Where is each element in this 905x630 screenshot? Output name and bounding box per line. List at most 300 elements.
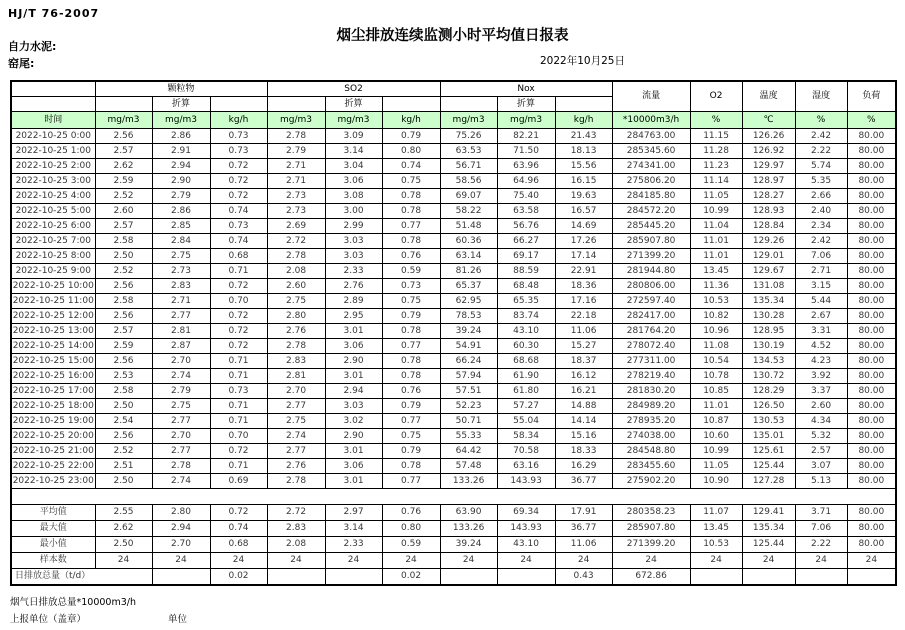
- value-cell: 14.88: [555, 399, 612, 414]
- value-cell: 275902.20: [612, 474, 690, 489]
- header-row-units: [11, 112, 896, 129]
- value-cell: 133.26: [440, 474, 497, 489]
- value-cell: 5.35: [795, 174, 847, 189]
- time-cell: 2022-10-25 6:00: [11, 219, 95, 234]
- time-cell: 2022-10-25 18:00: [11, 399, 95, 414]
- value-cell: 80.00: [847, 174, 896, 189]
- value-cell: 278935.20: [612, 414, 690, 429]
- value-cell: 2.75: [152, 249, 210, 264]
- value-cell: 2.75: [267, 294, 325, 309]
- time-cell: 2022-10-25 16:00: [11, 369, 95, 384]
- value-cell: 64.96: [497, 174, 555, 189]
- value-cell: 3.31: [795, 324, 847, 339]
- standard-code: HJ/T 76-2007: [8, 7, 100, 20]
- value-cell: 2.59: [95, 174, 152, 189]
- value-cell: 0.72: [210, 159, 267, 174]
- daily-total-value: [440, 569, 497, 586]
- value-cell: 69.17: [497, 249, 555, 264]
- time-cell: 2022-10-25 1:00: [11, 144, 95, 159]
- value-cell: 2.71: [795, 264, 847, 279]
- value-cell: 71.50: [497, 144, 555, 159]
- table-row: [11, 309, 896, 324]
- value-cell: 57.48: [440, 459, 497, 474]
- report-date: 2022年10月25日: [540, 55, 625, 67]
- value-cell: 10.54: [690, 354, 742, 369]
- value-cell: 3.06: [325, 174, 382, 189]
- value-cell: 0.70: [210, 294, 267, 309]
- summary-value: 17.91: [555, 505, 612, 521]
- value-cell: 58.56: [440, 174, 497, 189]
- table-row: [11, 459, 896, 474]
- value-cell: 10.53: [690, 294, 742, 309]
- summary-value: 2.62: [95, 521, 152, 537]
- value-cell: 2.51: [95, 459, 152, 474]
- summary-value: 80.00: [847, 537, 896, 553]
- value-cell: 80.00: [847, 249, 896, 264]
- value-cell: 2.53: [95, 369, 152, 384]
- value-cell: 16.21: [555, 384, 612, 399]
- summary-value: 3.14: [325, 521, 382, 537]
- value-cell: 0.70: [210, 429, 267, 444]
- summary-value: 285907.80: [612, 521, 690, 537]
- value-cell: 2.56: [95, 354, 152, 369]
- value-cell: 16.57: [555, 204, 612, 219]
- value-cell: 15.56: [555, 159, 612, 174]
- time-cell: 2022-10-25 13:00: [11, 324, 95, 339]
- value-cell: 2.90: [325, 429, 382, 444]
- value-cell: 62.95: [440, 294, 497, 309]
- value-cell: 2.60: [95, 204, 152, 219]
- value-cell: 65.37: [440, 279, 497, 294]
- summary-row: [11, 537, 896, 553]
- value-cell: 80.00: [847, 189, 896, 204]
- value-cell: 18.13: [555, 144, 612, 159]
- value-cell: 63.16: [497, 459, 555, 474]
- value-cell: 2.57: [95, 219, 152, 234]
- daily-total-value: [847, 569, 896, 586]
- value-cell: 21.43: [555, 129, 612, 144]
- value-cell: 130.19: [742, 339, 795, 354]
- time-cell: 2022-10-25 15:00: [11, 354, 95, 369]
- value-cell: 0.59: [382, 264, 440, 279]
- value-cell: 82.21: [497, 129, 555, 144]
- table-row: [11, 234, 896, 249]
- value-cell: 2.56: [95, 129, 152, 144]
- value-cell: 3.00: [325, 204, 382, 219]
- value-cell: 285445.20: [612, 219, 690, 234]
- value-cell: 0.78: [382, 369, 440, 384]
- value-cell: 80.00: [847, 429, 896, 444]
- value-cell: 130.53: [742, 414, 795, 429]
- value-cell: 17.14: [555, 249, 612, 264]
- value-cell: 0.72: [210, 189, 267, 204]
- value-cell: 2.79: [152, 189, 210, 204]
- value-cell: 10.60: [690, 429, 742, 444]
- value-cell: 2.70: [152, 354, 210, 369]
- summary-value: 80.00: [847, 521, 896, 537]
- value-cell: 281764.20: [612, 324, 690, 339]
- value-cell: 80.00: [847, 234, 896, 249]
- header-flow: 流量: [612, 81, 690, 112]
- value-cell: 56.71: [440, 159, 497, 174]
- value-cell: 128.95: [742, 324, 795, 339]
- value-cell: 0.77: [382, 474, 440, 489]
- value-cell: 11.05: [690, 459, 742, 474]
- value-cell: 2.50: [95, 249, 152, 264]
- value-cell: 55.04: [497, 414, 555, 429]
- value-cell: 2.56: [95, 279, 152, 294]
- summary-value: 24: [382, 553, 440, 569]
- value-cell: 3.07: [795, 459, 847, 474]
- value-cell: 126.50: [742, 399, 795, 414]
- value-cell: 80.00: [847, 414, 896, 429]
- table-row: [11, 219, 896, 234]
- value-cell: 129.67: [742, 264, 795, 279]
- value-cell: 2.95: [325, 309, 382, 324]
- value-cell: 272597.40: [612, 294, 690, 309]
- value-cell: 3.06: [325, 459, 382, 474]
- report-table: [10, 80, 897, 586]
- value-cell: 83.74: [497, 309, 555, 324]
- table-row: [11, 474, 896, 489]
- value-cell: 0.71: [210, 264, 267, 279]
- summary-value: 24: [795, 553, 847, 569]
- summary-value: 3.71: [795, 505, 847, 521]
- header-load: 负荷: [847, 81, 896, 112]
- time-cell: 2022-10-25 9:00: [11, 264, 95, 279]
- summary-row: [11, 553, 896, 569]
- value-cell: 2.78: [152, 459, 210, 474]
- value-cell: 0.72: [210, 324, 267, 339]
- value-cell: 55.33: [440, 429, 497, 444]
- value-cell: 0.68: [210, 249, 267, 264]
- value-cell: 2.22: [795, 144, 847, 159]
- value-cell: 3.15: [795, 279, 847, 294]
- value-cell: 125.44: [742, 459, 795, 474]
- value-cell: 2.34: [795, 219, 847, 234]
- value-cell: 128.93: [742, 204, 795, 219]
- header-row-groups: [11, 81, 896, 97]
- value-cell: 13.45: [690, 264, 742, 279]
- summary-value: 0.80: [382, 521, 440, 537]
- value-cell: 0.75: [382, 429, 440, 444]
- value-cell: 17.26: [555, 234, 612, 249]
- value-cell: 57.51: [440, 384, 497, 399]
- time-cell: 2022-10-25 11:00: [11, 294, 95, 309]
- value-cell: 274038.00: [612, 429, 690, 444]
- value-cell: 63.96: [497, 159, 555, 174]
- value-cell: 10.85: [690, 384, 742, 399]
- value-cell: 61.80: [497, 384, 555, 399]
- value-cell: 22.91: [555, 264, 612, 279]
- value-cell: 7.06: [795, 249, 847, 264]
- value-cell: 2.66: [795, 189, 847, 204]
- value-cell: 2.89: [325, 294, 382, 309]
- table-row: [11, 264, 896, 279]
- unit-percent: %: [847, 112, 896, 129]
- summary-value: 2.94: [152, 521, 210, 537]
- value-cell: 2.69: [267, 219, 325, 234]
- value-cell: 11.15: [690, 129, 742, 144]
- value-cell: 57.94: [440, 369, 497, 384]
- value-cell: 4.52: [795, 339, 847, 354]
- value-cell: 128.29: [742, 384, 795, 399]
- value-cell: 2.52: [95, 264, 152, 279]
- value-cell: 18.33: [555, 444, 612, 459]
- table-row: [11, 159, 896, 174]
- summary-value: 11.06: [555, 537, 612, 553]
- value-cell: 0.71: [210, 399, 267, 414]
- summary-value: 63.90: [440, 505, 497, 521]
- table-row: [11, 444, 896, 459]
- daily-total-value: [497, 569, 555, 586]
- value-cell: 5.74: [795, 159, 847, 174]
- daily-total-value: [690, 569, 742, 586]
- value-cell: 22.18: [555, 309, 612, 324]
- separator-row: [11, 489, 896, 505]
- value-cell: 5.13: [795, 474, 847, 489]
- value-cell: 125.61: [742, 444, 795, 459]
- unit-label: 单位: [168, 614, 188, 625]
- summary-label: 平均值: [11, 505, 95, 521]
- value-cell: 126.92: [742, 144, 795, 159]
- value-cell: 2.73: [267, 204, 325, 219]
- summary-value: 0.59: [382, 537, 440, 553]
- value-cell: 10.90: [690, 474, 742, 489]
- summary-value: 2.33: [325, 537, 382, 553]
- value-cell: 15.27: [555, 339, 612, 354]
- value-cell: 285345.60: [612, 144, 690, 159]
- value-cell: 0.79: [382, 309, 440, 324]
- value-cell: 2.75: [267, 414, 325, 429]
- value-cell: 0.76: [382, 384, 440, 399]
- value-cell: 2.40: [795, 204, 847, 219]
- value-cell: 2.94: [325, 384, 382, 399]
- value-cell: 0.73: [210, 219, 267, 234]
- value-cell: 2.75: [152, 399, 210, 414]
- value-cell: 281944.80: [612, 264, 690, 279]
- value-cell: 0.74: [382, 159, 440, 174]
- value-cell: 16.29: [555, 459, 612, 474]
- unit-mgm3: mg/m3: [267, 112, 325, 129]
- value-cell: 128.97: [742, 174, 795, 189]
- value-cell: 2.74: [152, 369, 210, 384]
- time-cell: 2022-10-25 17:00: [11, 384, 95, 399]
- value-cell: 275806.20: [612, 174, 690, 189]
- unit-mgm3: mg/m3: [440, 112, 497, 129]
- value-cell: 88.59: [497, 264, 555, 279]
- value-cell: 68.48: [497, 279, 555, 294]
- value-cell: 2.81: [152, 324, 210, 339]
- table-row: [11, 399, 896, 414]
- value-cell: 68.68: [497, 354, 555, 369]
- value-cell: 0.73: [210, 129, 267, 144]
- value-cell: 11.01: [690, 399, 742, 414]
- value-cell: 2.99: [325, 219, 382, 234]
- page-title: 烟尘排放连续监测小时平均值日报表: [336, 28, 569, 44]
- summary-value: 24: [95, 553, 152, 569]
- value-cell: 2.79: [267, 144, 325, 159]
- site-label: 窑尾:: [8, 57, 35, 70]
- value-cell: 2.70: [267, 384, 325, 399]
- summary-value: 43.10: [497, 537, 555, 553]
- value-cell: 2.70: [152, 429, 210, 444]
- value-cell: 2.58: [95, 234, 152, 249]
- value-cell: 284548.80: [612, 444, 690, 459]
- value-cell: 11.01: [690, 234, 742, 249]
- unit-mgm3: mg/m3: [152, 112, 210, 129]
- table-row: [11, 279, 896, 294]
- value-cell: 43.10: [497, 324, 555, 339]
- summary-value: 280358.23: [612, 505, 690, 521]
- value-cell: 2.57: [95, 324, 152, 339]
- unit-mgm3: mg/m3: [325, 112, 382, 129]
- time-cell: 2022-10-25 4:00: [11, 189, 95, 204]
- value-cell: 2.90: [325, 354, 382, 369]
- value-cell: 130.72: [742, 369, 795, 384]
- value-cell: 80.00: [847, 459, 896, 474]
- value-cell: 51.48: [440, 219, 497, 234]
- value-cell: 0.80: [382, 144, 440, 159]
- summary-value: 2.97: [325, 505, 382, 521]
- corner-cell: [11, 81, 95, 97]
- value-cell: 2.54: [95, 414, 152, 429]
- table-row: [11, 204, 896, 219]
- value-cell: 80.00: [847, 474, 896, 489]
- value-cell: 0.73: [210, 144, 267, 159]
- time-cell: 2022-10-25 12:00: [11, 309, 95, 324]
- value-cell: 11.23: [690, 159, 742, 174]
- value-cell: 11.08: [690, 339, 742, 354]
- value-cell: 281830.20: [612, 384, 690, 399]
- value-cell: 16.15: [555, 174, 612, 189]
- summary-value: 0.72: [210, 505, 267, 521]
- value-cell: 134.53: [742, 354, 795, 369]
- summary-value: 69.34: [497, 505, 555, 521]
- value-cell: 131.08: [742, 279, 795, 294]
- value-cell: 3.09: [325, 129, 382, 144]
- time-cell: 2022-10-25 0:00: [11, 129, 95, 144]
- header-humidity: 湿度: [795, 81, 847, 112]
- value-cell: 11.04: [690, 219, 742, 234]
- value-cell: 126.26: [742, 129, 795, 144]
- value-cell: 2.83: [267, 354, 325, 369]
- value-cell: 2.79: [152, 384, 210, 399]
- daily-total-value: [267, 569, 325, 586]
- value-cell: 69.07: [440, 189, 497, 204]
- value-cell: 2.78: [267, 129, 325, 144]
- value-cell: 0.78: [382, 459, 440, 474]
- value-cell: 52.23: [440, 399, 497, 414]
- value-cell: 66.27: [497, 234, 555, 249]
- header-temperature: 温度: [742, 81, 795, 112]
- empty-cell: [95, 97, 152, 112]
- time-cell: 2022-10-25 19:00: [11, 414, 95, 429]
- value-cell: 50.71: [440, 414, 497, 429]
- empty-cell: [555, 97, 612, 112]
- table-row: [11, 429, 896, 444]
- value-cell: 0.73: [382, 279, 440, 294]
- summary-label: 最小值: [11, 537, 95, 553]
- value-cell: 0.77: [382, 339, 440, 354]
- value-cell: 271399.20: [612, 249, 690, 264]
- value-cell: 18.37: [555, 354, 612, 369]
- value-cell: 10.99: [690, 204, 742, 219]
- value-cell: 285907.80: [612, 234, 690, 249]
- header-o2: O2: [690, 81, 742, 112]
- value-cell: 10.99: [690, 444, 742, 459]
- company-label: 自力水泥:: [8, 40, 57, 53]
- value-cell: 0.72: [210, 339, 267, 354]
- value-cell: 3.03: [325, 249, 382, 264]
- value-cell: 56.76: [497, 219, 555, 234]
- time-cell: 2022-10-25 14:00: [11, 339, 95, 354]
- summary-value: 24: [742, 553, 795, 569]
- summary-value: 129.41: [742, 505, 795, 521]
- daily-total-value: [152, 569, 210, 586]
- value-cell: 0.75: [382, 174, 440, 189]
- value-cell: 2.71: [267, 159, 325, 174]
- header-converted-pm: 折算: [152, 97, 210, 112]
- summary-value: 80.00: [847, 505, 896, 521]
- summary-value: 2.55: [95, 505, 152, 521]
- header-converted-so2: 折算: [325, 97, 382, 112]
- summary-value: 143.93: [497, 521, 555, 537]
- value-cell: 2.56: [95, 309, 152, 324]
- value-cell: 2.52: [95, 189, 152, 204]
- summary-value: 125.44: [742, 537, 795, 553]
- value-cell: 0.78: [382, 189, 440, 204]
- value-cell: 5.44: [795, 294, 847, 309]
- value-cell: 2.59: [95, 339, 152, 354]
- value-cell: 11.06: [555, 324, 612, 339]
- summary-value: 2.70: [152, 537, 210, 553]
- value-cell: 39.24: [440, 324, 497, 339]
- header-converted-nox: 折算: [497, 97, 555, 112]
- value-cell: 15.16: [555, 429, 612, 444]
- value-cell: 2.50: [95, 474, 152, 489]
- value-cell: 80.00: [847, 264, 896, 279]
- value-cell: 2.74: [152, 474, 210, 489]
- value-cell: 81.26: [440, 264, 497, 279]
- value-cell: 80.00: [847, 444, 896, 459]
- value-cell: 4.23: [795, 354, 847, 369]
- table-row: [11, 324, 896, 339]
- header-group-pm: 颗粒物: [95, 81, 267, 97]
- value-cell: 80.00: [847, 384, 896, 399]
- value-cell: 2.58: [95, 384, 152, 399]
- unit-percent: %: [690, 112, 742, 129]
- daily-total-value: [742, 569, 795, 586]
- value-cell: 129.97: [742, 159, 795, 174]
- value-cell: 2.73: [152, 264, 210, 279]
- summary-value: 271399.20: [612, 537, 690, 553]
- value-cell: 3.92: [795, 369, 847, 384]
- value-cell: 11.14: [690, 174, 742, 189]
- value-cell: 2.72: [267, 234, 325, 249]
- value-cell: 135.34: [742, 294, 795, 309]
- value-cell: 0.78: [382, 354, 440, 369]
- unit-percent: %: [795, 112, 847, 129]
- value-cell: 2.85: [152, 219, 210, 234]
- table-row: [11, 129, 896, 144]
- summary-value: 24: [690, 553, 742, 569]
- value-cell: 3.14: [325, 144, 382, 159]
- time-cell: 2022-10-25 23:00: [11, 474, 95, 489]
- table-row: [11, 369, 896, 384]
- value-cell: 80.00: [847, 309, 896, 324]
- value-cell: 2.78: [267, 474, 325, 489]
